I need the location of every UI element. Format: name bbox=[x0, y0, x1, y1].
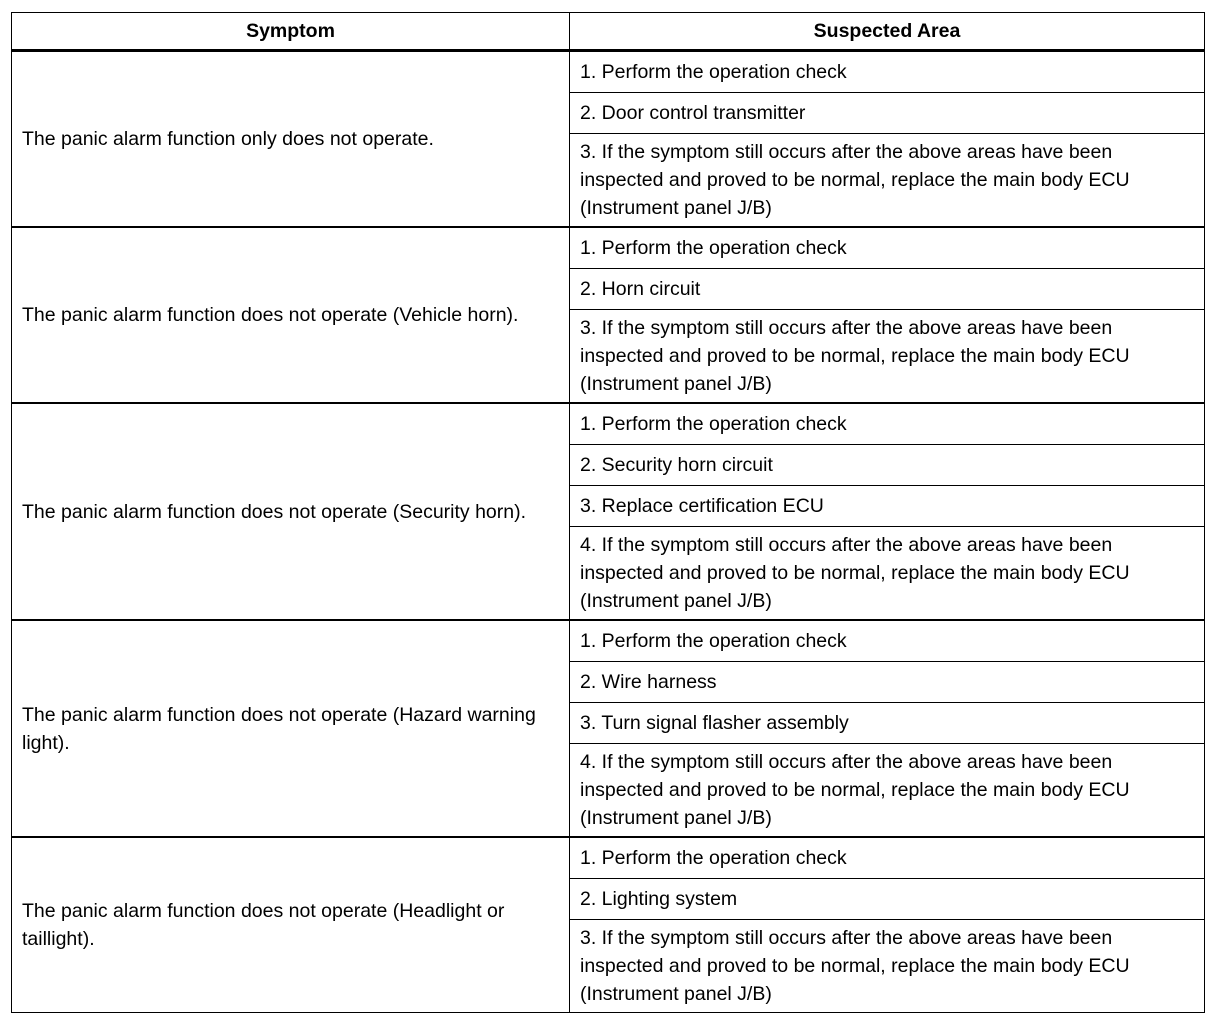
table-row bbox=[12, 620, 1205, 662]
symptom-cell: The panic alarm function does not operate (Security horn). bbox=[12, 403, 570, 620]
symptom-cell: The panic alarm function does not operate (Vehicle horn). bbox=[12, 227, 570, 403]
header-row bbox=[12, 13, 1205, 51]
suspected-area-cell: 3. If the symptom still occurs after the above areas have been inspected and proved to be normal, replace the main body ECU (Instrument panel J/B) bbox=[570, 920, 1205, 1013]
suspected-area-cell: 1. Perform the operation check bbox=[570, 227, 1205, 269]
suspected-area-cell: 4. If the symptom still occurs after the above areas have been inspected and proved to be normal, replace the main body ECU (Instrument panel J/B) bbox=[570, 744, 1205, 838]
suspected-area-cell: 1. Perform the operation check bbox=[570, 51, 1205, 93]
table-row bbox=[12, 837, 1205, 879]
suspected-area-cell: 2. Security horn circuit bbox=[570, 445, 1205, 486]
symptom-group bbox=[12, 620, 1205, 837]
suspected-area-cell: 2. Wire harness bbox=[570, 662, 1205, 703]
suspected-area-cell: 1. Perform the operation check bbox=[570, 837, 1205, 879]
symptom-table bbox=[11, 12, 1205, 1013]
symptom-cell: The panic alarm function does not operate (Hazard warning light). bbox=[12, 620, 570, 837]
suspected-area-cell: 3. Replace certification ECU bbox=[570, 486, 1205, 527]
symptom-group bbox=[12, 51, 1205, 228]
symptom-cell: The panic alarm function does not operate (Headlight or taillight). bbox=[12, 837, 570, 1013]
suspected-area-cell: 3. If the symptom still occurs after the above areas have been inspected and proved to be normal, replace the main body ECU (Instrument panel J/B) bbox=[570, 134, 1205, 228]
symptom-group bbox=[12, 403, 1205, 620]
symptom-group bbox=[12, 837, 1205, 1013]
suspected-area-cell: 1. Perform the operation check bbox=[570, 620, 1205, 662]
suspected-area-cell: 2. Horn circuit bbox=[570, 269, 1205, 310]
suspected-area-cell: 3. Turn signal flasher assembly bbox=[570, 703, 1205, 744]
symptom-group bbox=[12, 227, 1205, 403]
table-row bbox=[12, 51, 1205, 93]
suspected-area-cell: 1. Perform the operation check bbox=[570, 403, 1205, 445]
header-suspected-area: Suspected Area bbox=[570, 13, 1205, 51]
table-row bbox=[12, 403, 1205, 445]
suspected-area-cell: 3. If the symptom still occurs after the above areas have been inspected and proved to be normal, replace the main body ECU (Instrument panel J/B) bbox=[570, 310, 1205, 404]
suspected-area-cell: 2. Lighting system bbox=[570, 879, 1205, 920]
table-row bbox=[12, 227, 1205, 269]
symptom-cell: The panic alarm function only does not operate. bbox=[12, 51, 570, 228]
suspected-area-cell: 2. Door control transmitter bbox=[570, 93, 1205, 134]
suspected-area-cell: 4. If the symptom still occurs after the above areas have been inspected and proved to be normal, replace the main body ECU (Instrument panel J/B) bbox=[570, 527, 1205, 621]
table-header bbox=[12, 13, 1205, 51]
header-symptom: Symptom bbox=[12, 13, 570, 51]
